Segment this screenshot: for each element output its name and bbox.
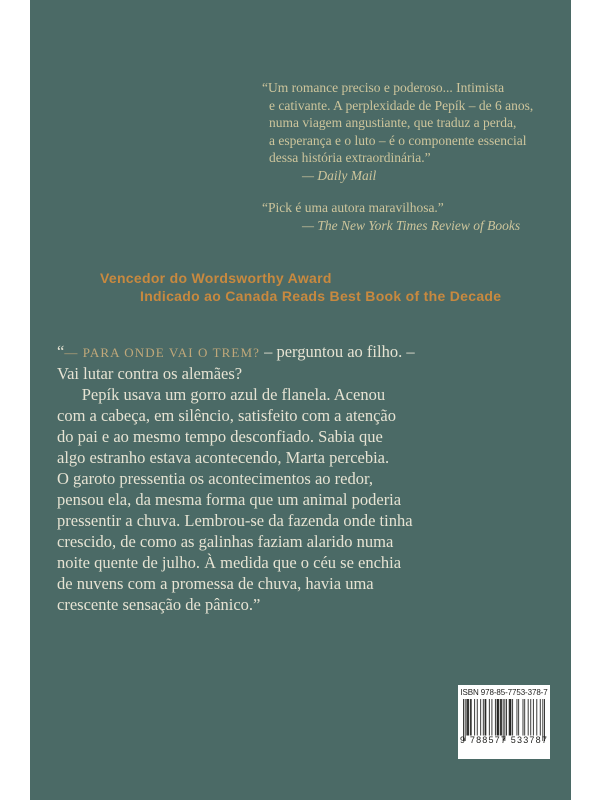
excerpt-line: crescido, de como as galinhas faziam alarido numa (57, 532, 394, 551)
quote-line: dessa história extraordinária.” (269, 150, 431, 166)
excerpt-smallcaps: — PARA ONDE VAI O TREM? (64, 345, 260, 360)
quote-line: e cativante. A perplexidade de Pepík – de 6 anos, (269, 97, 534, 113)
quote-line: a esperança e o luto – é o componente essencial (269, 132, 527, 148)
excerpt-line: com a cabeça, em silêncio, satisfeito com a atenção (57, 406, 397, 425)
excerpt-line: Vai lutar contra os alemães? (57, 364, 243, 383)
book-back-cover (30, 0, 571, 800)
excerpt-line: pensou ela, da mesma forma que um animal poderia (57, 490, 402, 509)
excerpt-line: algo estranho estava acontecendo, Marta percebia. (57, 448, 390, 467)
quote-line: “Pick é uma autora maravilhosa.” (262, 200, 444, 215)
excerpt-line-rest: – perguntou ao filho. – (259, 342, 415, 361)
book-excerpt (57, 341, 415, 615)
barcode-digits: 9 788577 533787 (459, 735, 549, 745)
award-line-canada-reads: Indicado ao Canada Reads Best Book of the Decade (140, 288, 502, 304)
quote-attribution: — Daily Mail (302, 167, 377, 183)
barcode (458, 685, 550, 759)
quote-line: numa viagem angustiante, que traduz a perda, (269, 115, 517, 131)
excerpt-line: do pai e ao mesmo tempo desconfiado. Sabia que (57, 427, 383, 446)
isbn-label: ISBN 978-85-7753-378-7 (460, 688, 548, 697)
excerpt-line (57, 341, 415, 363)
quote-attribution: — The New York Times Review of Books (302, 217, 521, 233)
excerpt-line: noite quente de julho. À medida que o céu se enchia (57, 553, 402, 572)
excerpt-line: crescente sensação de pânico.” (57, 595, 261, 614)
quote-line: “Um romance preciso e poderoso... Intimista (262, 80, 505, 95)
excerpt-open-quote: “ (57, 342, 65, 361)
excerpt-line: Pepík usava um gorro azul de flanela. Acenou (57, 385, 386, 404)
excerpt-line: pressentir a chuva. Lembrou-se da fazenda onde tinha (57, 511, 413, 530)
excerpt-line: O garoto pressentia os acontecimentos ao redor, (57, 469, 373, 488)
review-quote-nyt (262, 199, 520, 234)
award-line-wordsworthy: Vencedor do Wordsworthy Award (100, 270, 332, 286)
excerpt-line: de nuvens com a promessa de chuva, havia uma (57, 574, 374, 593)
review-quote-daily-mail (262, 79, 533, 185)
